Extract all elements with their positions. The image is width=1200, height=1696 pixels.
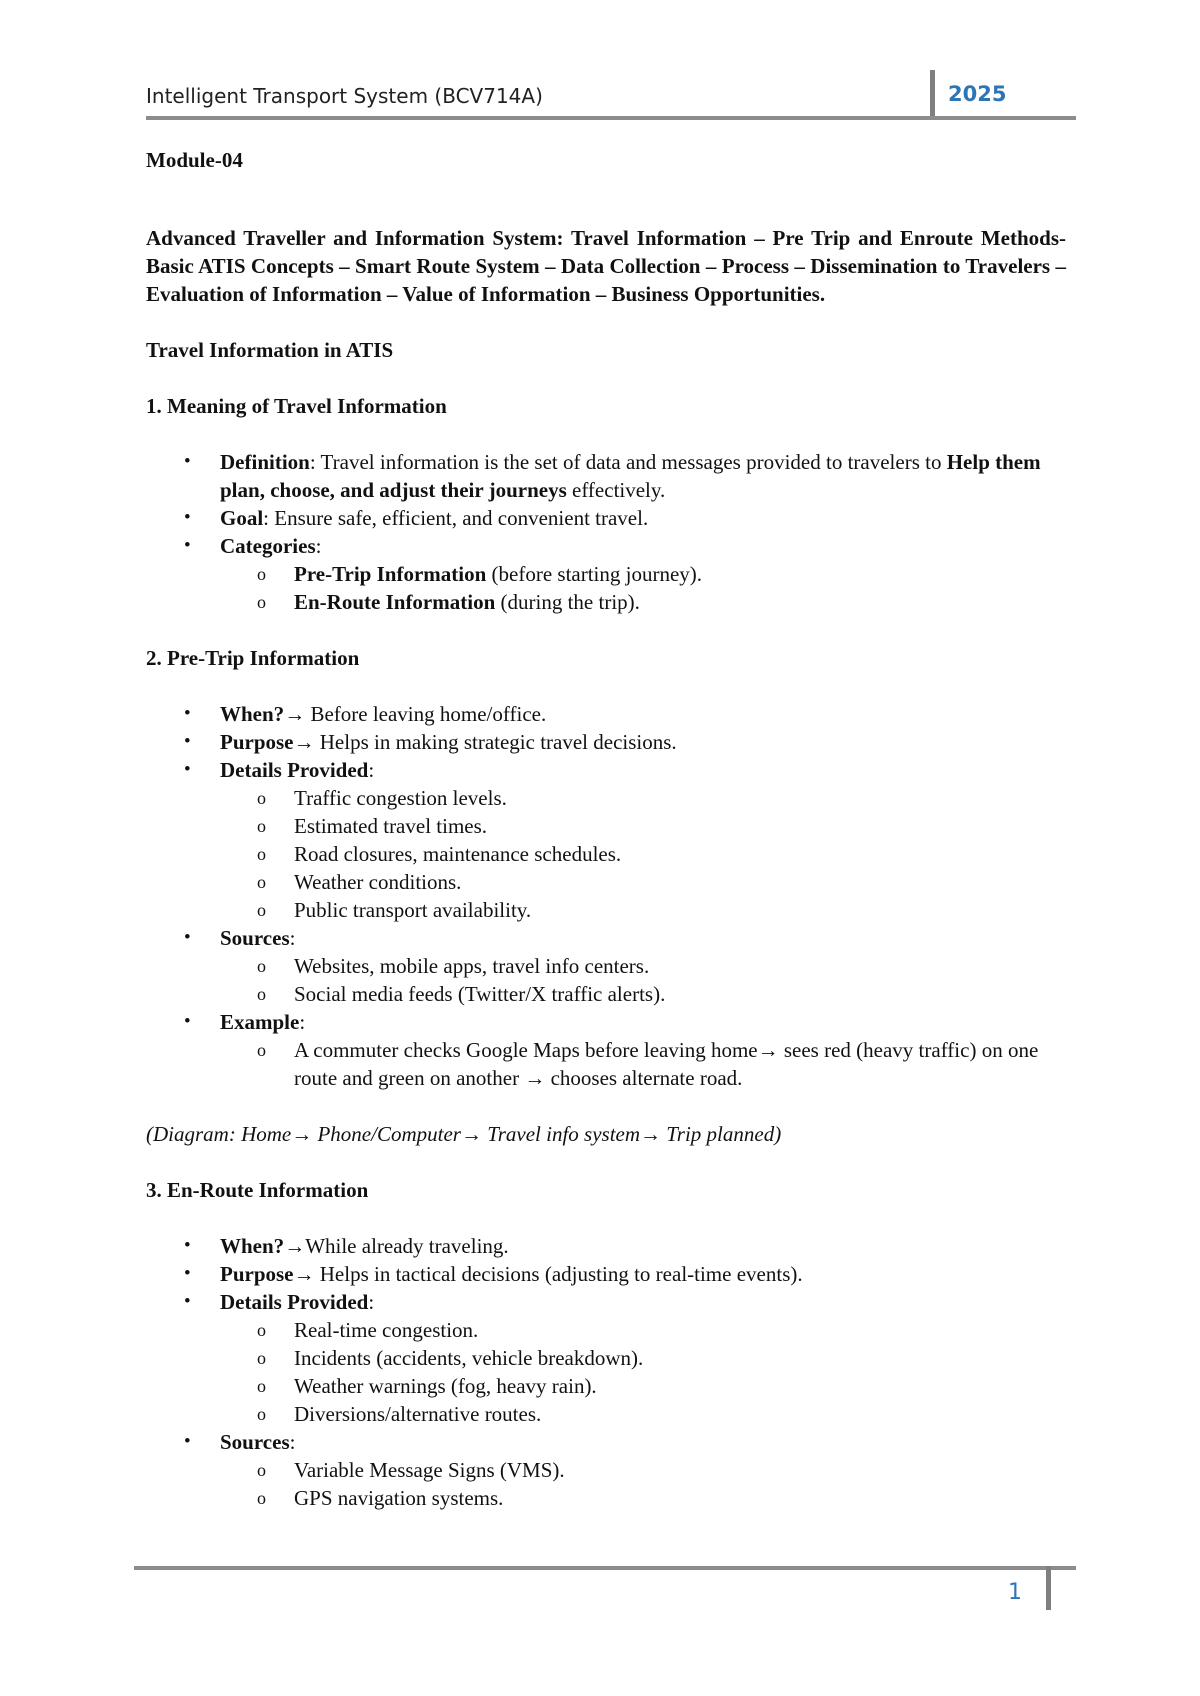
when-text: → Before leaving home/office. [284,702,547,726]
sources-colon: : [289,926,296,950]
pretrip-list [146,700,1066,1092]
list-item: o Incidents (accidents, vehicle breakdown). [220,1344,1066,1372]
list-item-sources [146,924,1066,1008]
list-item: o Weather conditions. [220,868,1066,896]
when-text: →While already traveling. [284,1234,509,1258]
section-title: Travel Information in ATIS [146,338,394,362]
details-colon: : [368,758,375,782]
category-enroute: En-Route Information [294,590,496,614]
footer-divider [1046,1566,1051,1610]
list-item: o Social media feeds (Twitter/X traffic alerts). [220,980,1066,1008]
when-label: When? [220,1234,285,1258]
list-item: o Estimated travel times. [220,812,1066,840]
definition-end: effectively. [566,478,666,502]
definition-label: Definition [220,450,310,474]
category-enroute-desc: (during the trip). [495,590,640,614]
page-header [146,80,1076,120]
sources-sublist [220,1456,1066,1512]
subsection-title-enroute: 3. En-Route Information [146,1178,369,1202]
details-sublist [220,1316,1066,1428]
purpose-label: Purpose [220,1262,294,1286]
list-item: o Variable Message Signs (VMS). [220,1456,1066,1484]
subsection-title-meaning: 1. Meaning of Travel Information [146,394,447,418]
details-label: Details Provided [220,758,369,782]
sources-colon: : [289,1430,296,1454]
header-year: 2025 [948,82,1007,106]
example-colon: : [299,1010,306,1034]
sources-label: Sources [220,1430,290,1454]
list-item-when [146,1232,1066,1260]
categories-colon: : [315,534,322,558]
module-label: Module-04 [146,148,243,172]
footer-rule [134,1566,1076,1570]
sources-label: Sources [220,926,290,950]
list-item-categories [146,532,1066,616]
list-item: o Real-time congestion. [220,1316,1066,1344]
document-body [146,146,1066,1512]
list-item-sources [146,1428,1066,1512]
list-item-purpose [146,1260,1066,1288]
page-number: 1 [1008,1580,1022,1605]
example-sublist [220,1036,1066,1092]
purpose-label: Purpose [220,730,294,754]
sources-sublist [220,952,1066,1008]
diagram-note: (Diagram: Home→ Phone/Computer→ Travel info system→ Trip planned) [146,1122,782,1146]
list-item-when [146,700,1066,728]
definition-text: : Travel information is the set of data and messages provided to travelers to [309,450,947,474]
list-item-goal [146,504,1066,532]
purpose-text: → Helps in tactical decisions (adjusting to real-time events). [293,1262,803,1286]
enroute-list [146,1232,1066,1512]
list-item: o Public transport availability. [220,896,1066,924]
category-pretrip-desc: (before starting journey). [486,562,703,586]
module-abstract: Advanced Traveller and Information System: Travel Information – Pre Trip and Enroute Methods- Basic ATIS Concepts – Smart Route System – Data Collection – Process – Dissemination to Travelers – Evaluation of Information – Value of Information – Business Opportunities. [146,226,1066,306]
categories-sublist [220,560,1066,616]
list-item [220,560,1066,588]
list-item-details [146,756,1066,924]
goal-label: Goal [220,506,264,530]
when-label: When? [220,702,285,726]
example-label: Example [220,1010,300,1034]
list-item-definition [146,448,1066,504]
header-rule [146,116,1076,120]
list-item: o GPS navigation systems. [220,1484,1066,1512]
category-pretrip: Pre-Trip Information [294,562,487,586]
list-item: o A commuter checks Google Maps before leaving home→ sees red (heavy traffic) on one route and green on another → chooses alternate road. [220,1036,1066,1092]
list-item-purpose [146,728,1066,756]
details-sublist [220,784,1066,924]
list-item-details [146,1288,1066,1428]
list-item: o Diversions/alternative routes. [220,1400,1066,1428]
list-item-example [146,1008,1066,1092]
definition-bold: Help them plan, choose, and adjust their journeys [220,450,1041,502]
list-item: o Traffic congestion levels. [220,784,1066,812]
list-item: o Road closures, maintenance schedules. [220,840,1066,868]
details-label: Details Provided [220,1290,369,1314]
purpose-text: → Helps in making strategic travel decisions. [293,730,677,754]
list-item: o Weather warnings (fog, heavy rain). [220,1372,1066,1400]
list-item [220,588,1066,616]
header-title: Intelligent Transport System (BCV714A) [146,84,543,108]
meaning-list [146,448,1066,616]
details-colon: : [368,1290,375,1314]
list-item: o Websites, mobile apps, travel info centers. [220,952,1066,980]
header-divider [930,70,935,116]
categories-label: Categories [220,534,316,558]
subsection-title-pretrip: 2. Pre-Trip Information [146,646,360,670]
goal-text: : Ensure safe, efficient, and convenient travel. [263,506,649,530]
